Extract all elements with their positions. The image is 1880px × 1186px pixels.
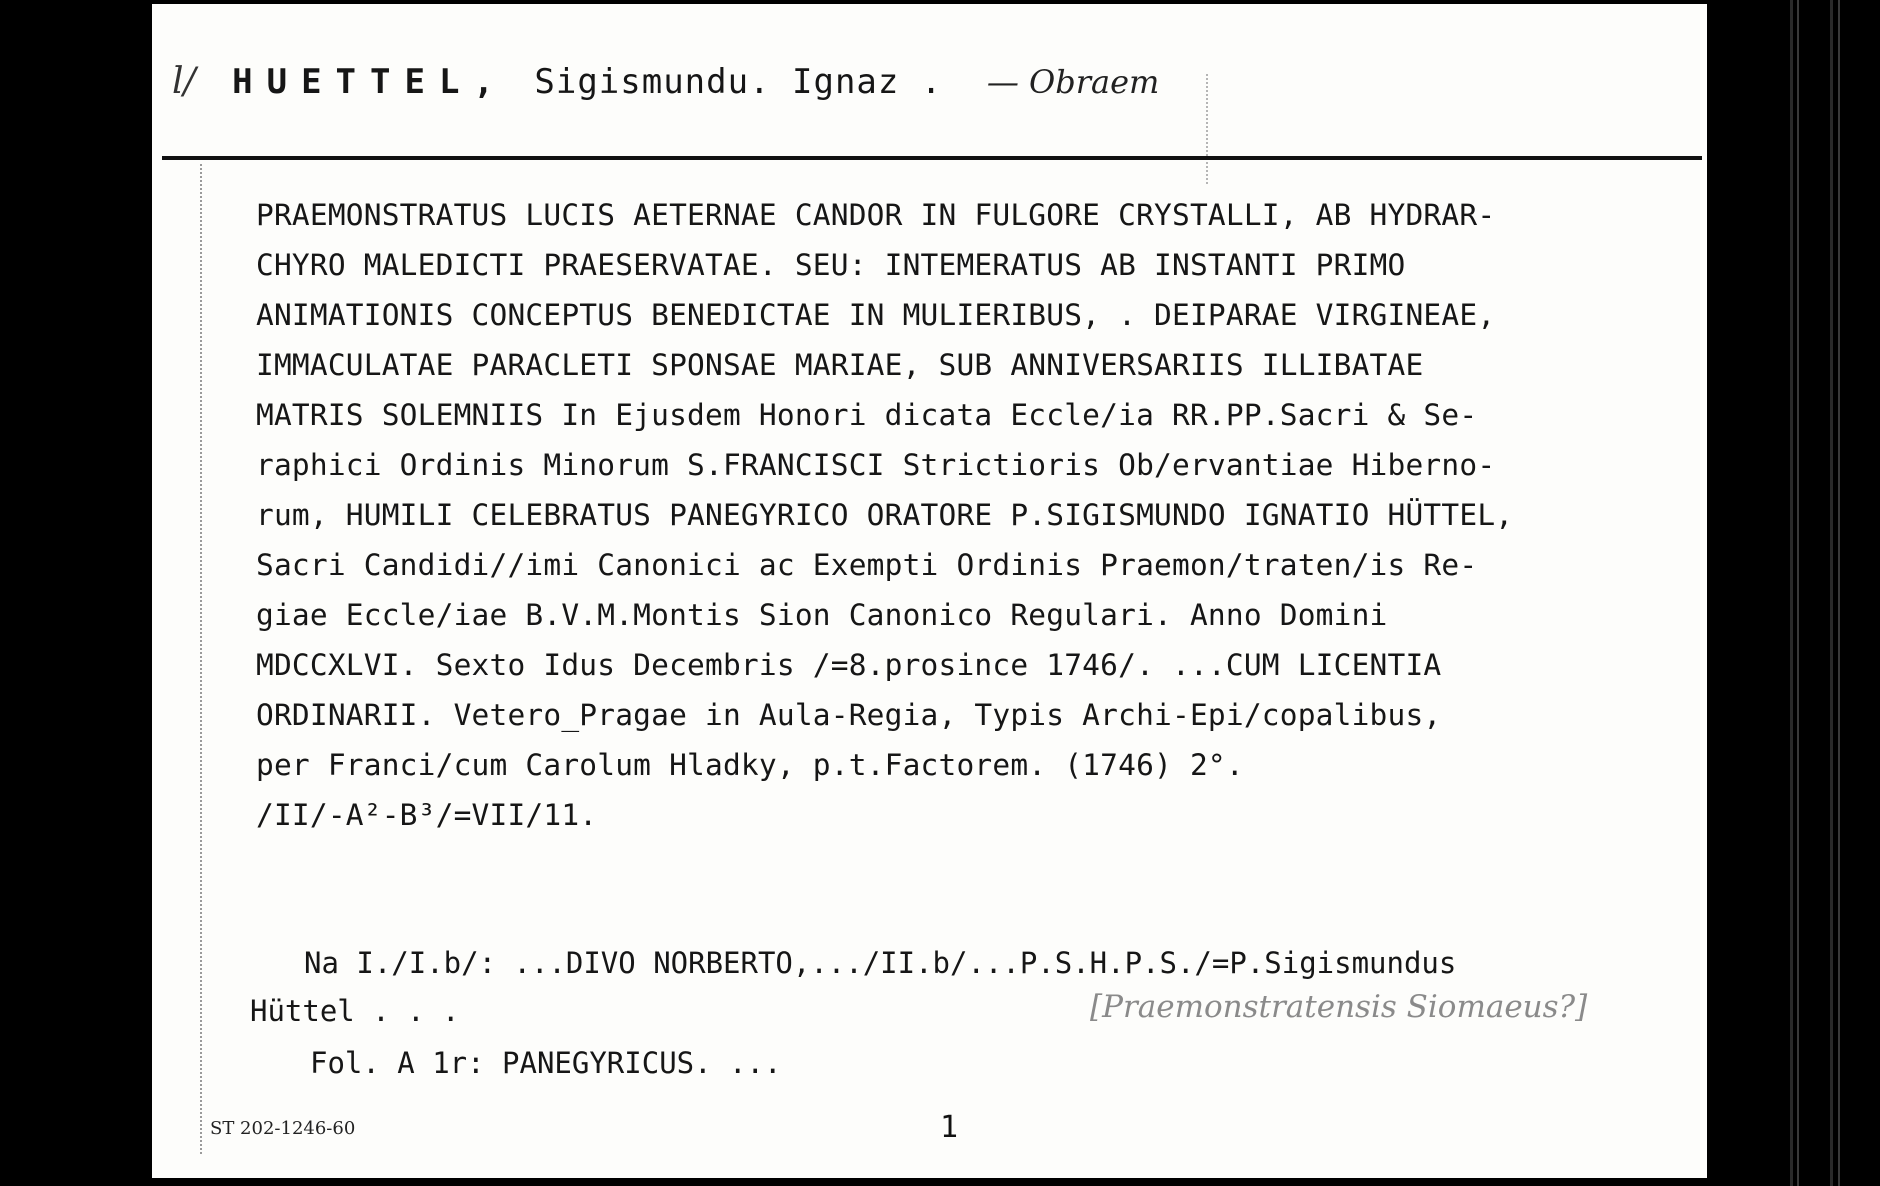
title-line: /II/-A²-B³/=VII/11.	[256, 798, 598, 832]
title-line: IMMACULATAE PARACLETI SPONSAE MARIAE, SUB ANNIVERSARIIS ILLIBATAE	[256, 348, 1424, 382]
title-line: Sacri Candidi//imi Canonici ac Exempti Ordinis Praemon/traten/is Re-	[256, 548, 1478, 582]
title-line: raphici Ordinis Minorum S.FRANCISCI Strictioris Ob/ervantiae Hiberno-	[256, 448, 1496, 482]
scan-stripe	[1797, 0, 1799, 1186]
scan-stripe	[1830, 0, 1833, 1186]
title-line: ORDINARII. Vetero_Pragae in Aula-Regia, Typis Archi-Epi/copalibus,	[256, 698, 1442, 732]
handwritten-pencil-note: [Praemonstratensis Siomaeus?]	[1090, 989, 1588, 1025]
note-line: Hüttel . . .	[250, 994, 460, 1028]
title-line: per Franci/cum Carolum Hladky, p.t.Factorem. (1746) 2°.	[256, 748, 1244, 782]
notes-block	[250, 939, 1690, 1087]
title-transcription	[256, 190, 1696, 840]
title-line: giae Eccle/iae B.V.M.Montis Sion Canonico Regulari. Anno Domini	[256, 598, 1388, 632]
shelf-mark: ST 202-1246-60	[210, 1118, 356, 1139]
card-heading	[172, 52, 1672, 112]
author-surname: HUETTEL,	[232, 62, 508, 102]
margin-rule	[200, 164, 202, 1154]
handwritten-order-note: — Obraem	[986, 63, 1160, 101]
scan-stripe	[1838, 0, 1840, 1186]
page-number: 1	[940, 1110, 959, 1145]
title-line: rum, HUMILI CELEBRATUS PANEGYRICO ORATORE P.SIGISMUNDO IGNATIO HÜTTEL,	[256, 498, 1514, 532]
title-line: CHYRO MALEDICTI PRAESERVATAE. SEU: INTEMERATUS AB INSTANTI PRIMO	[256, 248, 1406, 282]
heading-rule	[162, 156, 1702, 160]
title-line: MDCCXLVI. Sexto Idus Decembris /=8.prosince 1746/. ...CUM LICENTIA	[256, 648, 1442, 682]
note-line: Fol. A 1r: PANEGYRICUS. ...	[310, 1046, 782, 1080]
heading-mark: l/	[172, 61, 196, 102]
title-line: ANIMATIONIS CONCEPTUS BENEDICTAE IN MULIERIBUS, . DEIPARAE VIRGINEAE,	[256, 298, 1496, 332]
note-line: Na I./I.b/: ...DIVO NORBERTO,.../II.b/...P.S.H.P.S./=P.Sigismundus	[304, 946, 1457, 980]
catalog-card	[152, 4, 1707, 1178]
title-line: PRAEMONSTRATUS LUCIS AETERNAE CANDOR IN FULGORE CRYSTALLI, AB HYDRAR-	[256, 198, 1496, 232]
title-line: MATRIS SOLEMNIIS In Ejusdem Honori dicata Eccle/ia RR.PP.Sacri & Se-	[256, 398, 1478, 432]
tick-rule	[1206, 74, 1208, 184]
author-forenames: Sigismundu. Ignaz .	[534, 62, 943, 102]
scan-stripe	[1790, 0, 1793, 1186]
